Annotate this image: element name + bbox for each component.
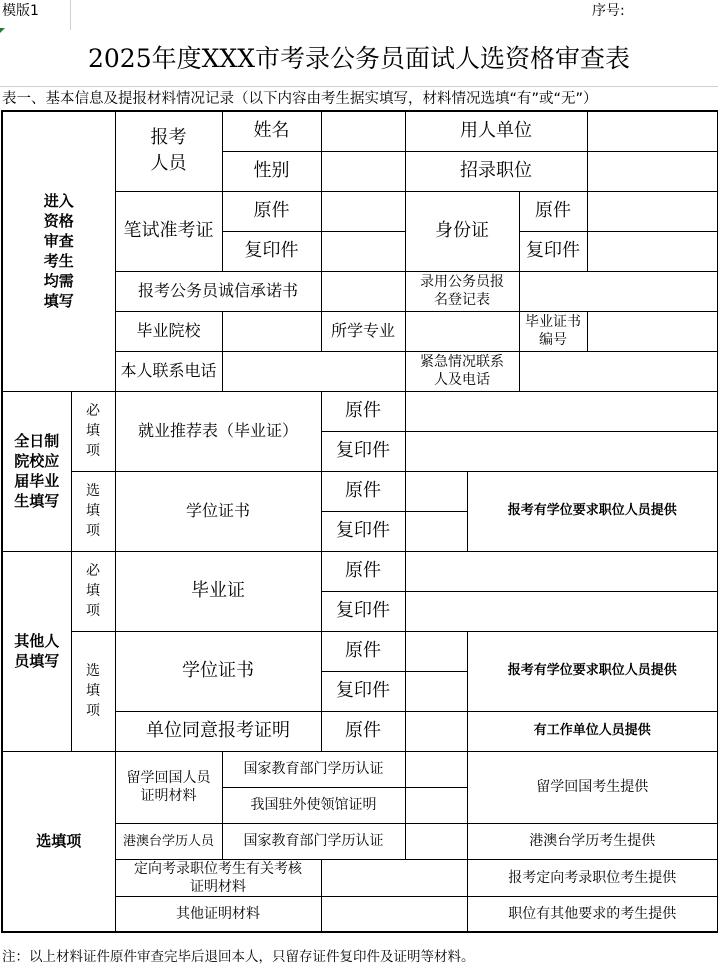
gender-field[interactable] [321,151,405,191]
recommendation-copy-label: 复印件 [321,431,405,471]
directed-field[interactable] [321,859,467,896]
applicant-label: 报考 人员 [115,111,222,191]
hmt-moe-cert-label: 国家教育部门学历认证 [222,823,405,859]
pledge-field[interactable] [321,271,405,311]
degree-cert-label: 学位证书 [115,471,321,551]
qualification-review-table [1,110,718,933]
degree-note: 报考有学位要求职位人员提供 [467,471,718,551]
other-note: 职位有其他要求的考生提供 [467,896,718,932]
id-card-original-label: 原件 [519,191,587,231]
diploma-copy-field[interactable] [405,591,718,631]
sheet-header [0,0,718,30]
degree-original-label-2: 原件 [321,631,405,671]
directed-label: 定向考录职位考生有关考核 证明材料 [115,859,321,896]
section3-optional-label: 选 填 项 [71,631,115,751]
position-field[interactable] [587,151,718,191]
employer-consent-note: 有工作单位人员提供 [467,711,718,751]
table-subtitle: 表一、基本信息及提报材料情况记录（以下内容由考生据实填写，材料情况选填“有”或“无”） [0,86,718,111]
employer-label: 用人单位 [405,111,587,151]
section3-required-label: 必 填 项 [71,551,115,631]
registration-form-label: 录用公务员报 名登记表 [405,271,519,311]
degree-original-field-2[interactable] [405,631,467,671]
diploma-original-field[interactable] [405,551,718,591]
registration-form-field[interactable] [519,271,718,311]
position-label: 招录职位 [405,151,587,191]
school-label: 毕业院校 [115,311,222,351]
phone-label: 本人联系电话 [115,351,222,391]
returnee-note: 留学回国考生提供 [467,751,718,823]
returnee-moe-cert-field[interactable] [405,751,467,787]
hmt-label: 港澳台学历人员 [115,823,222,859]
returnee-label: 留学回国人员 证明材料 [115,751,222,823]
id-card-original-field[interactable] [587,191,718,231]
exam-ticket-label: 笔试准考证 [115,191,222,271]
emergency-contact-field[interactable] [519,351,718,391]
section2-required-label: 必 填 项 [71,391,115,471]
employer-consent-label: 单位同意报考证明 [115,711,321,751]
exam-ticket-original-field[interactable] [321,191,405,231]
employer-consent-original-label: 原件 [321,711,405,751]
embassy-cert-field[interactable] [405,787,467,823]
major-field[interactable] [405,311,519,351]
degree-copy-field-2[interactable] [405,671,467,711]
degree-note-2: 报考有学位要求职位人员提供 [467,631,718,711]
id-card-copy-field[interactable] [587,231,718,271]
recommendation-original-field[interactable] [405,391,718,431]
emergency-contact-label: 紧急情况联系 人及电话 [405,351,519,391]
employer-consent-original-field[interactable] [405,711,467,751]
recommendation-original-label: 原件 [321,391,405,431]
recommendation-copy-field[interactable] [405,431,718,471]
name-field[interactable] [321,111,405,151]
serial-number-label: 序号: [592,3,625,19]
id-card-copy-label: 复印件 [519,231,587,271]
section1-label: 进入 资格 审查 考生 均需 填写 [2,111,115,391]
hmt-note: 港澳台学历考生提供 [467,823,718,859]
section2-label: 全日制 院校应 届毕业 生填写 [2,391,71,551]
name-label: 姓名 [222,111,321,151]
diploma-label: 毕业证 [115,551,321,631]
recommendation-label: 就业推荐表（毕业证） [115,391,321,471]
id-card-label: 身份证 [405,191,519,271]
other-label: 其他证明材料 [115,896,321,932]
school-field[interactable] [222,311,321,351]
exam-ticket-original-label: 原件 [222,191,321,231]
degree-copy-label: 复印件 [321,511,405,551]
cell-marker-icon [0,28,5,33]
page-title: 2025年度XXX市考录公务员面试人选资格审查表 [87,44,631,73]
diploma-no-label: 毕业证书 编号 [519,311,587,351]
returnee-moe-cert-label: 国家教育部门学历认证 [222,751,405,787]
employer-field[interactable] [587,111,718,151]
template-tag: 模版1 [0,0,71,30]
major-label: 所学专业 [321,311,405,351]
phone-field[interactable] [222,351,405,391]
diploma-no-field[interactable] [587,311,718,351]
degree-original-field[interactable] [405,471,467,511]
hmt-moe-cert-field[interactable] [405,823,467,859]
gender-label: 性别 [222,151,321,191]
other-field[interactable] [321,896,467,932]
degree-cert-label-2: 学位证书 [115,631,321,711]
degree-original-label: 原件 [321,471,405,511]
section3-label: 其他人 员填写 [2,551,71,751]
directed-note: 报考定向考录职位考生提供 [467,859,718,896]
diploma-copy-label: 复印件 [321,591,405,631]
degree-copy-field[interactable] [405,511,467,551]
exam-ticket-copy-label: 复印件 [222,231,321,271]
section4-label: 选填项 [2,751,115,932]
diploma-original-label: 原件 [321,551,405,591]
exam-ticket-copy-field[interactable] [321,231,405,271]
embassy-cert-label: 我国驻外使领馆证明 [222,787,405,823]
pledge-label: 报考公务员诚信承诺书 [115,271,321,311]
section2-optional-label: 选 填 项 [71,471,115,551]
degree-copy-label-2: 复印件 [321,671,405,711]
footnote: 注：以上材料证件原件审查完毕后退回本人，只留存证件复印件及证明等材料。 [2,949,475,965]
